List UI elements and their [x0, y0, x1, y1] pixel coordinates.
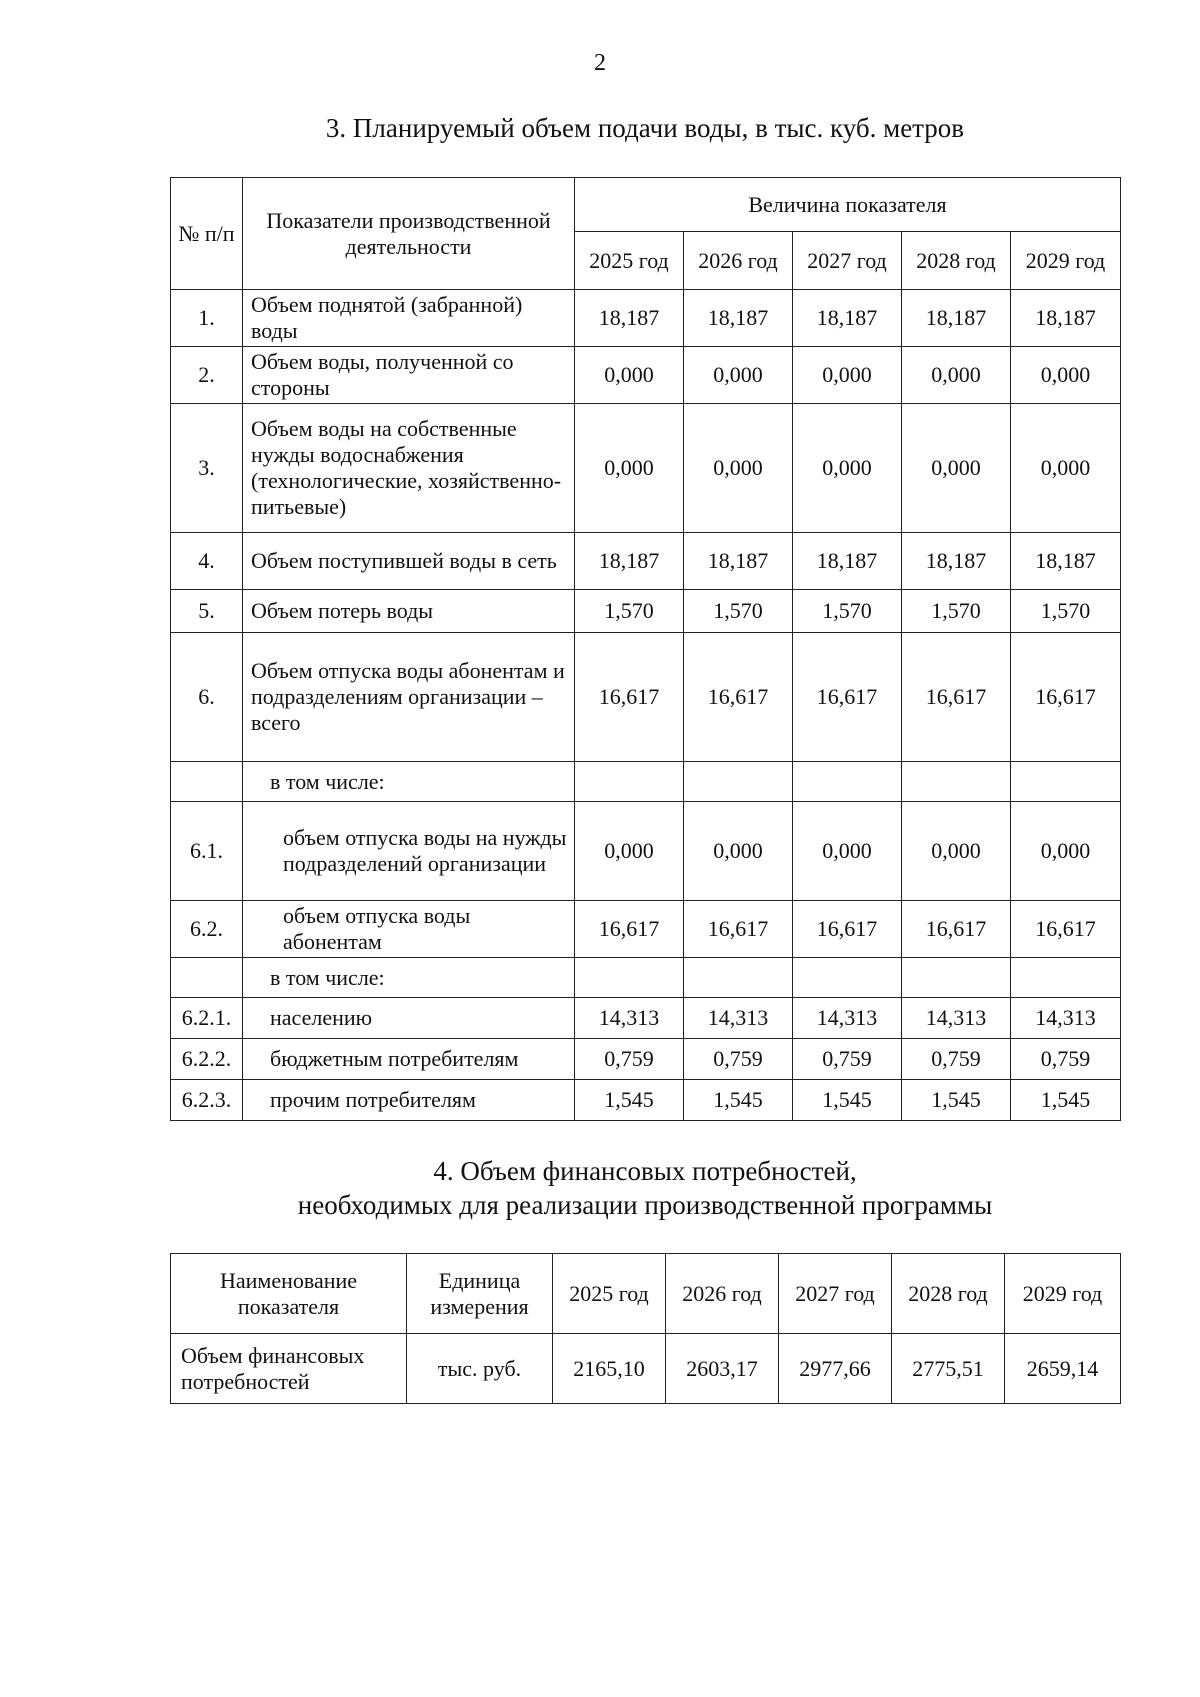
- row-value: 16,617: [902, 901, 1011, 958]
- table-row: [171, 958, 1121, 998]
- row-value: 14,313: [1011, 998, 1121, 1039]
- row-value: 0,000: [575, 802, 684, 901]
- table-row: [171, 1334, 1121, 1404]
- row-value: 16,617: [1011, 901, 1121, 958]
- row-value: 1,570: [793, 590, 902, 633]
- row-value: 0,000: [1011, 347, 1121, 404]
- row-value: 16,617: [575, 901, 684, 958]
- section-4-title-line1: 4. Объем финансовых потребностей,: [433, 1156, 857, 1186]
- row-value: 1,570: [575, 590, 684, 633]
- row-value: 14,313: [902, 998, 1011, 1039]
- row-value: 0,000: [1011, 404, 1121, 533]
- row-value: 0,759: [684, 1039, 793, 1080]
- row-number: 2.: [171, 347, 243, 404]
- row-value: 1,545: [575, 1080, 684, 1121]
- row-value: 0,000: [575, 347, 684, 404]
- table-row: [171, 1039, 1121, 1080]
- row-value: 1,545: [793, 1080, 902, 1121]
- row-number: [171, 958, 243, 998]
- row-value: 16,617: [684, 901, 793, 958]
- header-year: 2025 год: [575, 232, 684, 290]
- fin-row-value: 2165,10: [553, 1334, 666, 1404]
- row-value: 16,617: [684, 633, 793, 762]
- row-value: 0,759: [793, 1039, 902, 1080]
- row-value: 0,759: [1011, 1039, 1121, 1080]
- row-value: [902, 762, 1011, 802]
- section-3-title: 3. Планируемый объем подачи воды, в тыс. куб. метров: [325, 113, 965, 143]
- row-value: 1,545: [902, 1080, 1011, 1121]
- row-label: Объем поднятой (забранной) воды: [243, 290, 575, 347]
- row-value: 0,000: [902, 802, 1011, 901]
- row-value: 0,000: [793, 404, 902, 533]
- row-value: 0,759: [902, 1039, 1011, 1080]
- fin-header-name: Наименование показателя: [171, 1254, 407, 1334]
- row-value: 18,187: [793, 290, 902, 347]
- row-value: [1011, 762, 1121, 802]
- header-year: 2027 год: [793, 232, 902, 290]
- section-4-title: [170, 1154, 1120, 1222]
- row-number: 6.2.: [171, 901, 243, 958]
- row-label: Объем воды на собственные нужды водоснабжения (технологические, хозяйственно-питьевые): [243, 404, 575, 533]
- row-number: 6.: [171, 633, 243, 762]
- header-year: 2028 год: [902, 232, 1011, 290]
- row-value: 18,187: [684, 290, 793, 347]
- row-number: 3.: [171, 404, 243, 533]
- row-label: Объем воды, полученной со стороны: [243, 347, 575, 404]
- row-number: 6.2.1.: [171, 998, 243, 1039]
- table-row: [171, 762, 1121, 802]
- fin-row-value: 2775,51: [892, 1334, 1005, 1404]
- row-value: 16,617: [793, 633, 902, 762]
- row-label: прочим потребителям: [243, 1080, 575, 1121]
- row-value: 18,187: [1011, 533, 1121, 590]
- row-value: 18,187: [902, 533, 1011, 590]
- row-value: 18,187: [902, 290, 1011, 347]
- fin-row-unit: тыс. руб.: [407, 1334, 553, 1404]
- row-value: 0,000: [1011, 802, 1121, 901]
- row-label: объем отпуска воды абонентам: [243, 901, 575, 958]
- row-number: 6.1.: [171, 802, 243, 901]
- row-value: [1011, 958, 1121, 998]
- row-value: 16,617: [902, 633, 1011, 762]
- header-value-group: Величина показателя: [575, 178, 1121, 232]
- row-value: 16,617: [793, 901, 902, 958]
- row-label: бюджетным потребителям: [243, 1039, 575, 1080]
- row-label: Объем поступившей воды в сеть: [243, 533, 575, 590]
- water-supply-table: [170, 177, 1121, 1121]
- row-value: 0,000: [575, 404, 684, 533]
- row-value: 18,187: [793, 533, 902, 590]
- row-value: 14,313: [793, 998, 902, 1039]
- row-value: 1,570: [1011, 590, 1121, 633]
- row-value: 18,187: [575, 533, 684, 590]
- fin-header-unit: Единица измерения: [407, 1254, 553, 1334]
- row-value: 16,617: [1011, 633, 1121, 762]
- row-value: 14,313: [684, 998, 793, 1039]
- row-label: в том числе:: [243, 958, 575, 998]
- fin-row-value: 2603,17: [666, 1334, 779, 1404]
- row-number: 5.: [171, 590, 243, 633]
- table-row: [171, 533, 1121, 590]
- row-value: [793, 958, 902, 998]
- fin-header-year: 2027 год: [779, 1254, 892, 1334]
- fin-header-year: 2029 год: [1005, 1254, 1121, 1334]
- table-row: [171, 1080, 1121, 1121]
- row-number: 1.: [171, 290, 243, 347]
- table-row: [171, 998, 1121, 1039]
- row-label: в том числе:: [243, 762, 575, 802]
- row-value: 1,545: [1011, 1080, 1121, 1121]
- row-value: [575, 958, 684, 998]
- row-value: 0,000: [684, 404, 793, 533]
- row-value: 1,570: [684, 590, 793, 633]
- row-label: Объем потерь воды: [243, 590, 575, 633]
- row-value: 0,000: [684, 347, 793, 404]
- table-row: [171, 802, 1121, 901]
- row-value: 1,545: [684, 1080, 793, 1121]
- row-number: 6.2.2.: [171, 1039, 243, 1080]
- row-value: [684, 762, 793, 802]
- section-4-title-line2: необходимых для реализации производственной программы: [297, 1190, 993, 1220]
- row-value: 0,000: [902, 404, 1011, 533]
- financial-needs-table: [170, 1253, 1121, 1404]
- row-label: населению: [243, 998, 575, 1039]
- row-value: 18,187: [1011, 290, 1121, 347]
- row-value: 16,617: [575, 633, 684, 762]
- fin-header-year: 2026 год: [666, 1254, 779, 1334]
- row-value: 18,187: [684, 533, 793, 590]
- row-value: 1,570: [902, 590, 1011, 633]
- header-year: 2026 год: [684, 232, 793, 290]
- row-value: 0,000: [684, 802, 793, 901]
- header-year: 2029 год: [1011, 232, 1121, 290]
- table-row: [171, 901, 1121, 958]
- row-label: объем отпуска воды на нужды подразделений организации: [243, 802, 575, 901]
- row-value: [902, 958, 1011, 998]
- row-value: 0,000: [793, 347, 902, 404]
- row-value: 0,000: [793, 802, 902, 901]
- fin-header-year: 2025 год: [553, 1254, 666, 1334]
- row-number: [171, 762, 243, 802]
- table-row: [171, 633, 1121, 762]
- fin-header-year: 2028 год: [892, 1254, 1005, 1334]
- fin-row-name: Объем финансовых потребностей: [171, 1334, 407, 1404]
- fin-row-value: 2977,66: [779, 1334, 892, 1404]
- header-indicator: Показатели производственной деятельности: [243, 178, 575, 290]
- header-num: № п/п: [171, 178, 243, 290]
- row-value: 14,313: [575, 998, 684, 1039]
- fin-row-value: 2659,14: [1005, 1334, 1121, 1404]
- row-number: 6.2.3.: [171, 1080, 243, 1121]
- table-row: [171, 347, 1121, 404]
- table-row: [171, 590, 1121, 633]
- row-label: Объем отпуска воды абонентам и подразделениям организации – всего: [243, 633, 575, 762]
- row-number: 4.: [171, 533, 243, 590]
- table-row: [171, 404, 1121, 533]
- row-value: [793, 762, 902, 802]
- row-value: 0,759: [575, 1039, 684, 1080]
- row-value: [575, 762, 684, 802]
- row-value: [684, 958, 793, 998]
- table-row: [171, 290, 1121, 347]
- row-value: 0,000: [902, 347, 1011, 404]
- page-number: 2: [594, 50, 606, 76]
- row-value: 18,187: [575, 290, 684, 347]
